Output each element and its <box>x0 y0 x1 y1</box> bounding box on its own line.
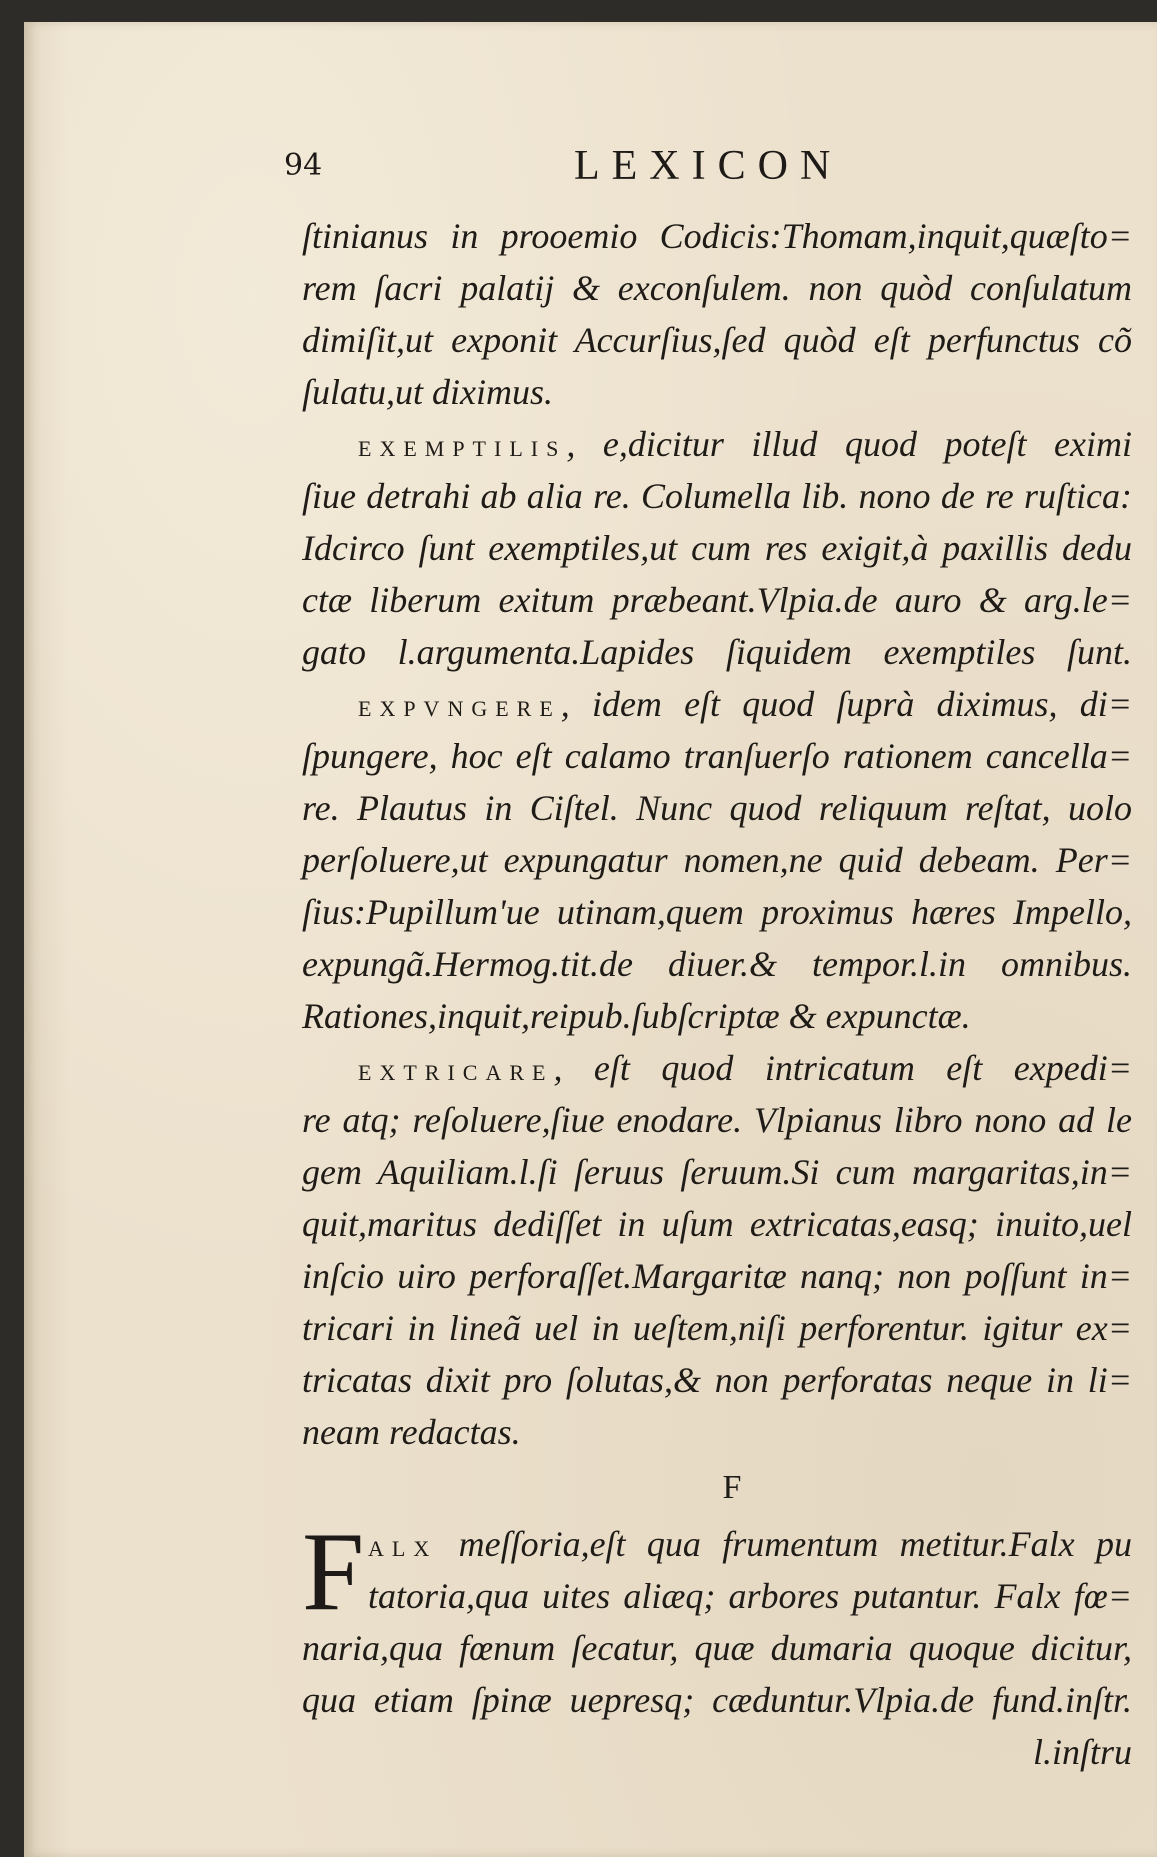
book-page <box>24 22 1157 1857</box>
text-line: quit,maritus dediſſet in uſum extricatas,easq; inuito,uel <box>302 1204 1132 1244</box>
text-line: tricatas dixit pro ſolutas,& non perforatas neque in li= <box>302 1360 1132 1400</box>
entry-definition: , idem eſt quod ſuprà diximus, di= <box>560 684 1132 724</box>
text-line: rem ſacri palatij & exconſulem. non quòd conſulatum <box>302 268 1132 308</box>
entry-extricare <box>302 1042 1132 1094</box>
entry-definition: meſſoria,eſt qua frumentum metitur.Falx pu <box>437 1524 1132 1564</box>
text-line <box>302 1518 1132 1570</box>
entry-definition: , eſt quod intricatum eſt expedi= <box>553 1048 1132 1088</box>
text-line: qua etiam ſpinæ uepresq; cæduntur.Vlpia.de fund.inſtr. <box>302 1680 1132 1720</box>
text-line: Rationes,inquit,reipub.ſubſcriptæ & expunctæ. <box>302 996 971 1036</box>
drop-cap: F <box>302 1510 365 1634</box>
text-line: tricari in lineã uel in ueſtem,niſi perforentur. igitur ex= <box>302 1308 1132 1348</box>
text-line: gem Aquiliam.l.ſi ſeruus ſeruum.Si cum margaritas,in= <box>302 1152 1132 1192</box>
running-title: LEXICON <box>574 143 843 189</box>
body-text <box>302 210 1132 1778</box>
text-line: ſulatu,ut diximus. <box>302 372 553 412</box>
entry-headword: EXTRICARE <box>358 1060 554 1085</box>
text-line: re atq; reſoluere,ſiue enodare. Vlpianus libro nono ad le <box>302 1100 1132 1140</box>
text-line: ſiue detrahi ab alia re. Columella lib. nono de re ruſtica: <box>302 476 1132 516</box>
text-line: inſcio uiro perforaſſet.Margaritæ nanq; non poſſunt in= <box>302 1256 1132 1296</box>
text-line: Idcirco ſunt exemptiles,ut cum res exigit,à paxillis dedu <box>302 528 1132 568</box>
text-line: ſpungere, hoc eſt calamo tranſuerſo rationem cancella= <box>302 736 1132 776</box>
page-number: 94 <box>284 148 323 183</box>
text-line: ſius:Pupillum'ue utinam,quem proximus hæres Impello, <box>302 892 1132 932</box>
entry-expungere <box>302 678 1132 730</box>
running-head <box>284 142 1124 192</box>
text-line: naria,qua fœnum ſecatur, quæ dumaria quoque dicitur, <box>302 1628 1132 1668</box>
text-line: neam redactas. <box>302 1412 521 1452</box>
text-line: ctæ liberum exitum præbeant.Vlpia.de auro & arg.le= <box>302 580 1132 620</box>
section-heading: F <box>722 1469 742 1506</box>
text-line: gato l.argumenta.Lapides ſiquidem exemptiles ſunt. <box>302 632 1132 672</box>
text-line: re. Plautus in Ciſtel. Nunc quod reliquum reſtat, uolo <box>302 788 1132 828</box>
entry-definition: , e,dicitur illud quod poteſt eximi <box>566 424 1132 464</box>
entry-headword: ALX <box>368 1536 438 1561</box>
entry-headword: EXPVNGERE <box>358 696 561 721</box>
text-line: ſtinianus in prooemio Codicis:Thomam,inquit,quæſto= <box>302 216 1132 256</box>
entry-exemptilis <box>302 418 1132 470</box>
text-line: dimiſit,ut exponit Accurſius,ſed quòd eſt perfunctus cõ <box>302 320 1132 360</box>
text-line: expungã.Hermog.tit.de diuer.& tempor.l.in omnibus. <box>302 944 1132 984</box>
entry-falx <box>302 1510 1132 1634</box>
text-line: perſoluere,ut expungatur nomen,ne quid debeam. Per= <box>302 840 1132 880</box>
catchword: l.inſtru <box>1032 1732 1132 1772</box>
text-line: tatoria,qua uites aliæq; arbores putantur. Falx fœ= <box>368 1576 1132 1616</box>
entry-headword: EXEMPTILIS <box>358 436 567 461</box>
